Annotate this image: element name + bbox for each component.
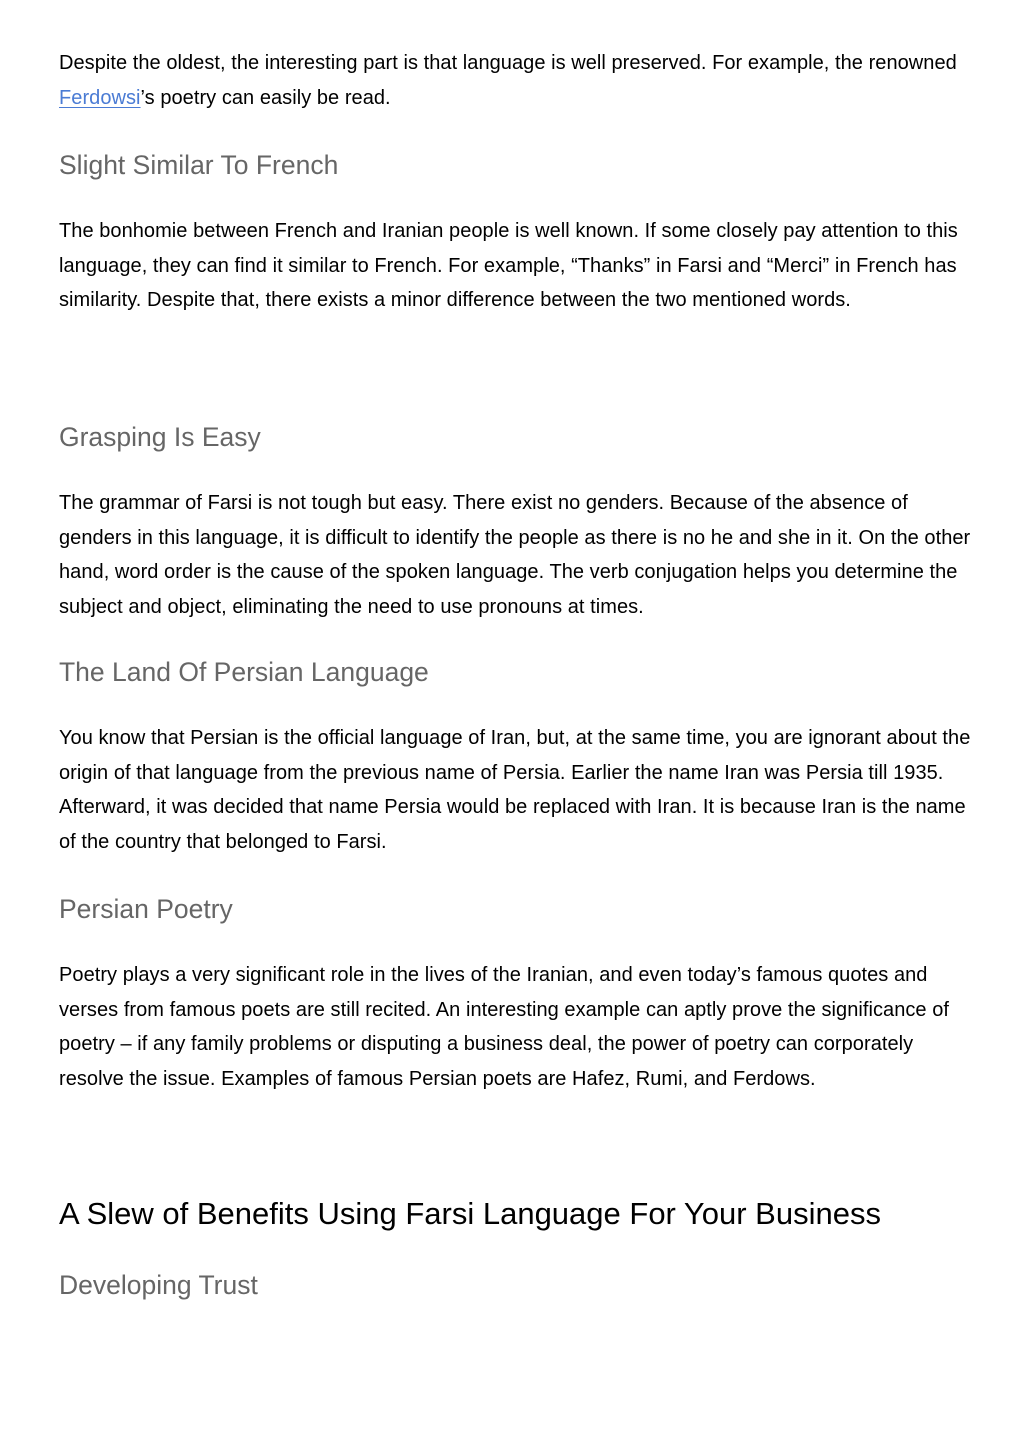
section-heading-french: Slight Similar To French [59, 150, 339, 180]
section-body-french: The bonhomie between French and Iranian people is well known. If some closely pay attention to this language, they can find it similar to French. For example, “Thanks” in Farsi and “Merci” in French has similarity. Despite that, there exists a minor difference between the two mentioned words. [59, 220, 958, 312]
section-heading-land: The Land Of Persian Language [59, 657, 429, 687]
section-heading-trust: Developing Trust [59, 1270, 258, 1300]
section-body-land: You know that Persian is the official language of Iran, but, at the same time, you are ignorant about the origin of that language from the previous name of Persia. Earlier the name Iran was Persia till 1935. Afterward, it was decided that name Persia would be replaced with Iran. It is because Iran is the name of the country that belonged to Farsi. [59, 727, 971, 853]
section-heading-grasping: Grasping Is Easy [59, 422, 261, 452]
section-body-grasping: The grammar of Farsi is not tough but easy. There exist no genders. Because of the absence of genders in this language, it is difficult to identify the people as there is no he and she in it. On the other hand, word order is the cause of the spoken language. The verb conjugation helps you determine the subject and object, eliminating the need to use pronouns at times. [59, 492, 971, 618]
intro-paragraph [59, 46, 974, 115]
intro-text-after: ’s poetry can easily be read. [140, 86, 391, 109]
intro-text-before: Despite the oldest, the interesting part is that language is well preserved. For example, the renowned [59, 52, 957, 74]
main-heading-benefits: A Slew of Benefits Using Farsi Language For Your Business [59, 1196, 881, 1231]
section-heading-poetry: Persian Poetry [59, 894, 233, 924]
ferdowsi-link[interactable]: Ferdowsi [59, 86, 141, 109]
section-body-poetry: Poetry plays a very significant role in the lives of the Iranian, and even today’s famous quotes and verses from famous poets are still recited. An interesting example can aptly prove the significance of poetry – if any family problems or disputing a business deal, the power of poetry can corporately resolve the issue. Examples of famous Persian poets are Hafez, Rumi, and Ferdows. [59, 964, 949, 1090]
